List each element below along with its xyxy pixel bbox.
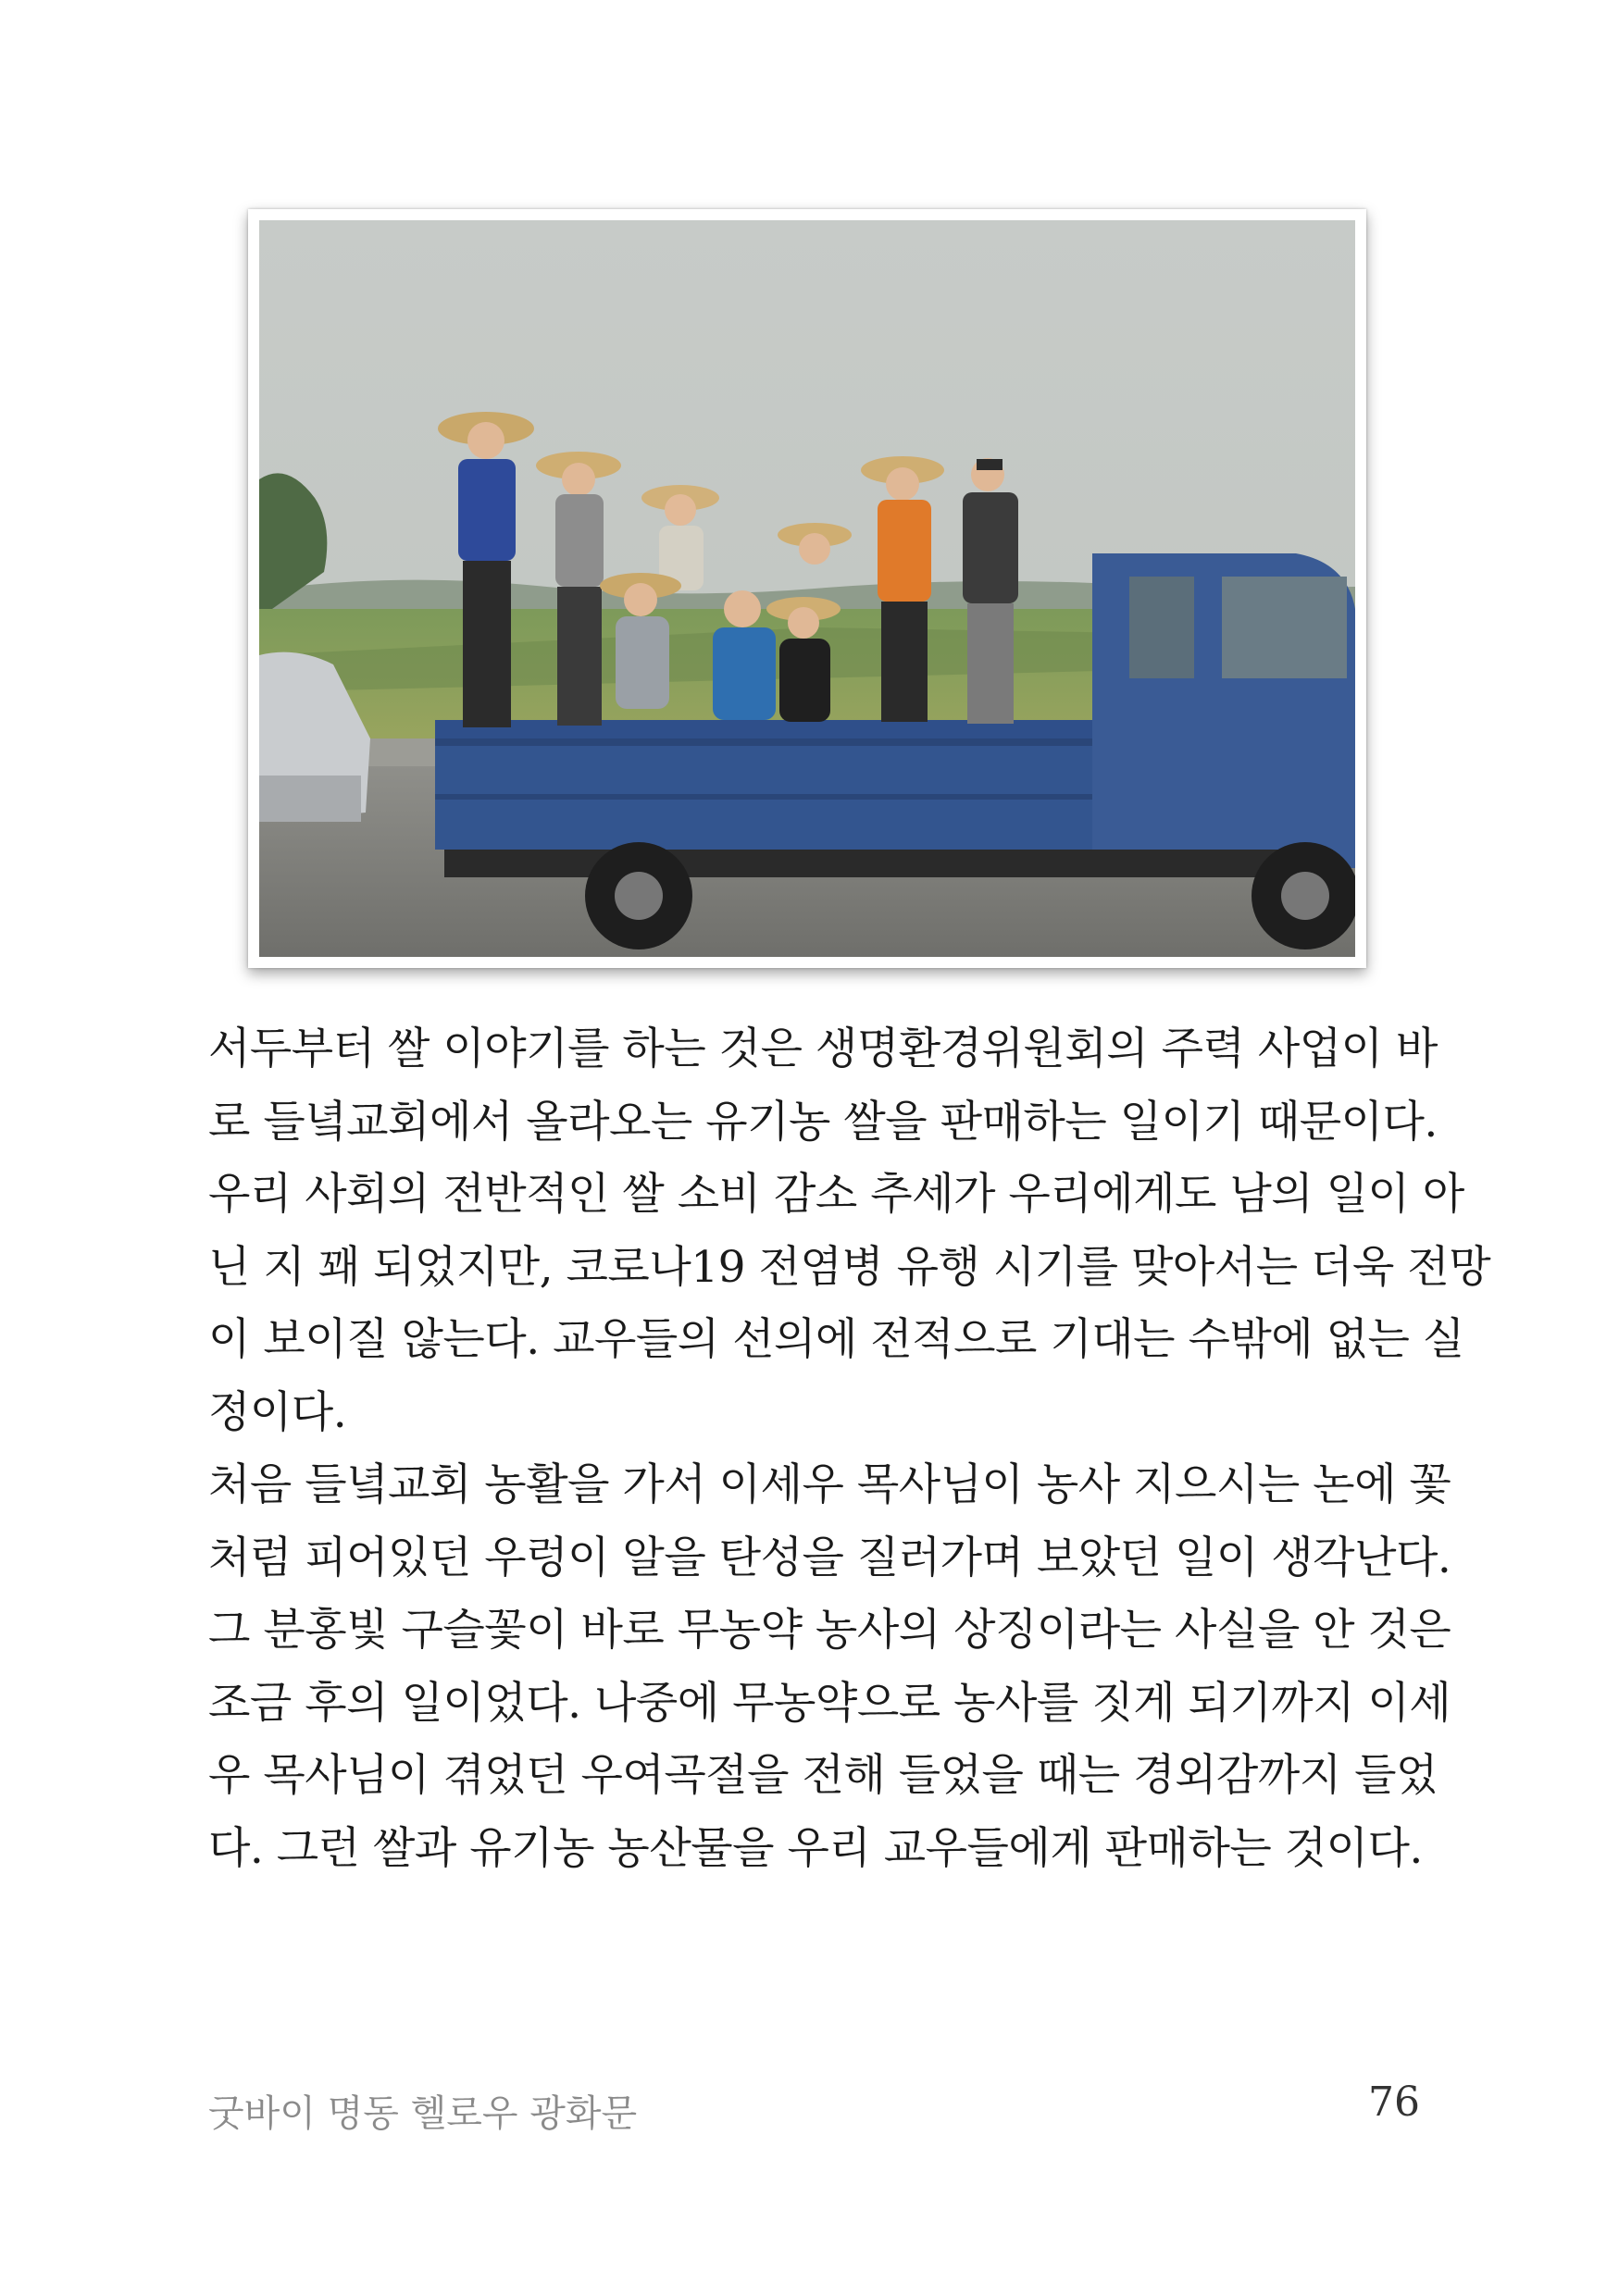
paragraph-1 xyxy=(208,1013,1491,1449)
photo-volunteers-on-truck xyxy=(259,220,1355,957)
text-line: 닌 지 꽤 되었지만, 코로나19 전염병 유행 시기를 맞아서는 더욱 전망 xyxy=(208,1241,1491,1293)
text-line: 우 목사님이 겪었던 우여곡절을 전해 들었을 때는 경외감까지 들었 xyxy=(208,1750,1438,1801)
text-line: 정이다. xyxy=(208,1386,347,1438)
text-line: 우리 사회의 전반적인 쌀 소비 감소 추세가 우리에게도 남의 일이 아 xyxy=(208,1169,1464,1220)
paragraph-2 xyxy=(208,1449,1451,1885)
footer-book-title: 굿바이 명동 헬로우 광화문 xyxy=(208,2092,638,2135)
text-line: 처음 들녘교회 농활을 가서 이세우 목사님이 농사 지으시는 논에 꽃 xyxy=(208,1459,1451,1510)
text-line: 서두부터 쌀 이야기를 하는 것은 생명환경위원회의 주력 사업이 바 xyxy=(208,1024,1438,1074)
text-line: 다. 그런 쌀과 유기농 농산물을 우리 교우들에게 판매하는 것이다. xyxy=(208,1822,1423,1874)
text-line: 처럼 피어있던 우렁이 알을 탄성을 질러가며 보았던 일이 생각난다. xyxy=(208,1532,1451,1583)
text-line: 조금 후의 일이었다. 나중에 무농약으로 농사를 짓게 되기까지 이세 xyxy=(208,1677,1451,1729)
text-line: 이 보이질 않는다. 교우들의 선의에 전적으로 기대는 수밖에 없는 실 xyxy=(208,1314,1464,1365)
body-text xyxy=(208,1013,1491,1885)
page-number: 76 xyxy=(1368,2079,1420,2126)
photo-frame xyxy=(248,209,1366,968)
text-line: 로 들녘교회에서 올라오는 유기농 쌀을 판매하는 일이기 때문이다. xyxy=(208,1096,1438,1148)
text-line: 그 분홍빛 구슬꽃이 바로 무농약 농사의 상징이라는 사실을 안 것은 xyxy=(208,1605,1451,1656)
